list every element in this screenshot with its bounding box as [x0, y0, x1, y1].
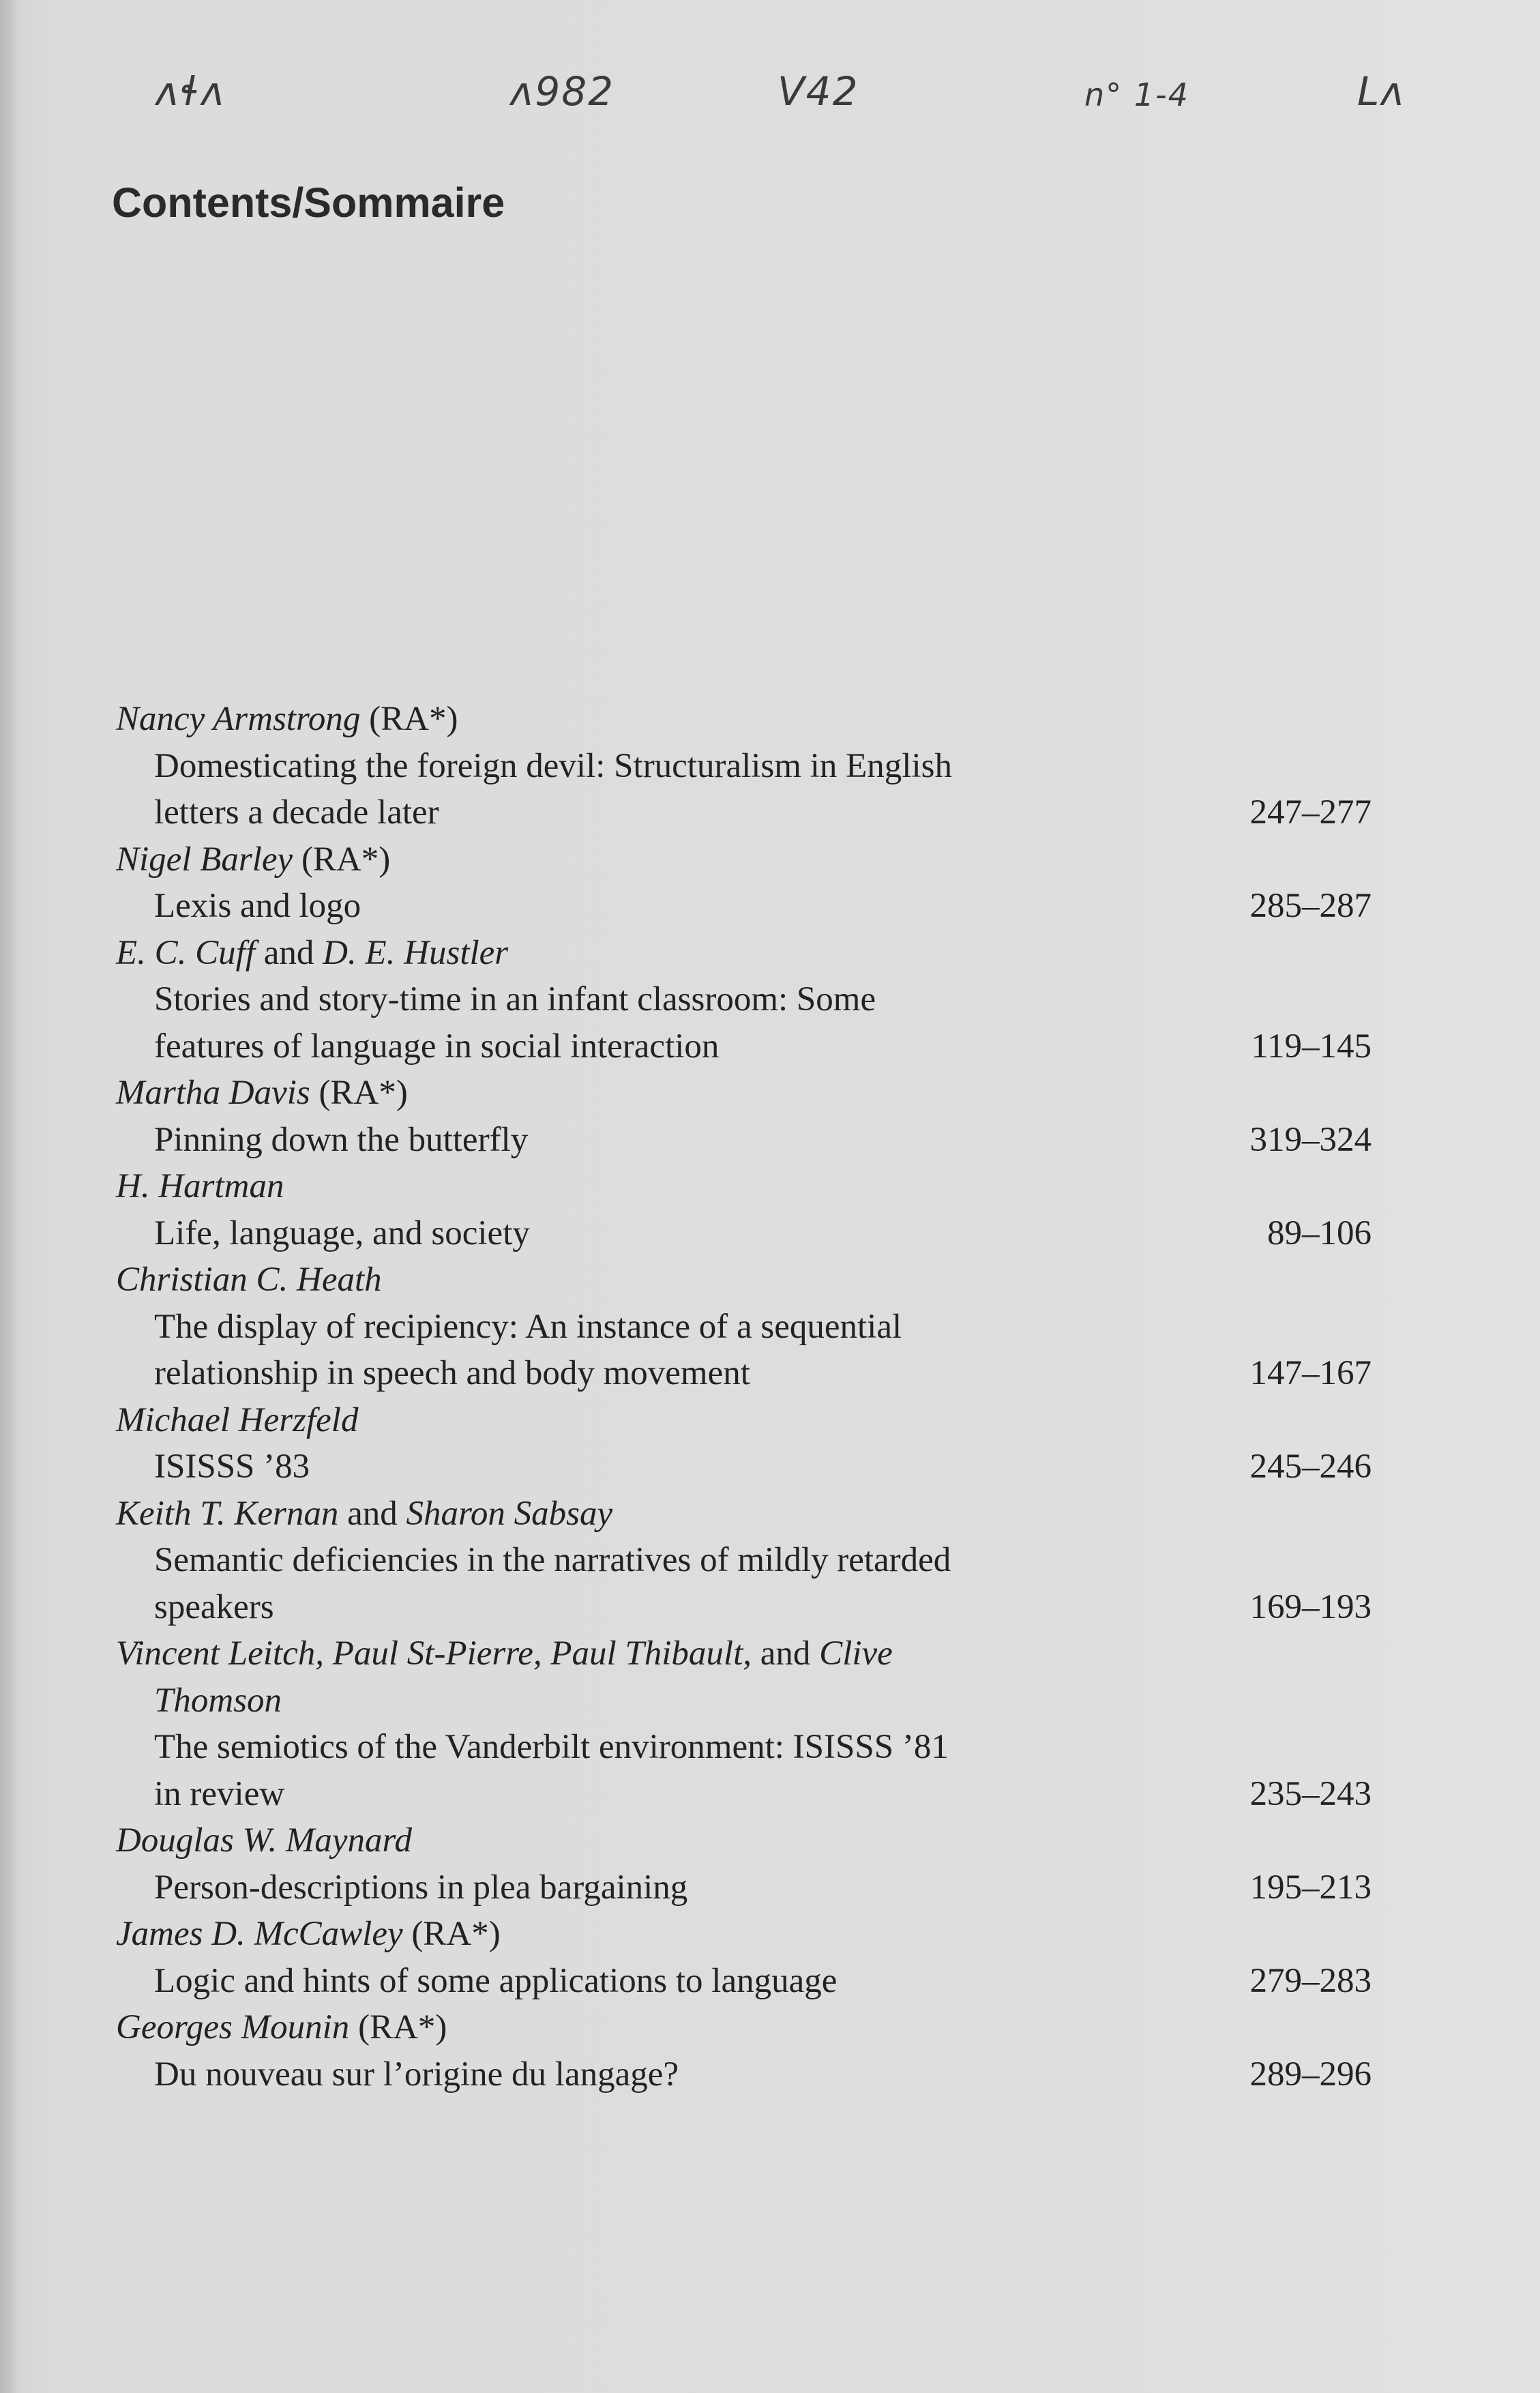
title-line: Du nouveau sur l’origine du langage?: [154, 2055, 679, 2094]
handwritten-note-1: ʌɬʌ: [156, 68, 226, 115]
author-name: D. E. Hustler: [323, 933, 509, 972]
page-range: 147–167: [1249, 1354, 1372, 1392]
handwritten-note-2: ʌ982: [510, 68, 615, 115]
handwritten-note-3: V42: [778, 68, 859, 115]
page-range: 319–324: [1249, 1120, 1372, 1159]
author-connector: (RA*): [293, 840, 391, 879]
entry-authors: [116, 1257, 1330, 1304]
title-line: speakers: [154, 1587, 274, 1626]
contents-list: [116, 696, 1372, 2098]
title-line: letters a decade later: [154, 793, 439, 832]
title-line: Pinning down the butterfly: [154, 1120, 529, 1159]
author-connector: (RA*): [310, 1074, 408, 1112]
contents-entry: [116, 1817, 1372, 1911]
page-title: Contents/Sommaire: [112, 179, 505, 226]
author-name: Georges Mounin: [116, 2008, 350, 2046]
author-name-continued: Thomson: [154, 1681, 282, 1720]
contents-entry: [116, 1257, 1372, 1397]
entry-title: [154, 1117, 1372, 1164]
author-connector: and: [255, 933, 323, 972]
author-name: Michael Herzfeld: [116, 1400, 359, 1439]
title-line: Lexis and logo: [154, 887, 361, 925]
entry-title: [154, 1304, 1372, 1397]
title-line: features of language in social interaction: [154, 1027, 720, 1066]
entry-authors: [116, 1070, 1330, 1117]
author-name: E. C. Cuff: [116, 933, 256, 972]
contents-entry: [116, 1397, 1372, 1491]
contents-entry: [116, 930, 1372, 1070]
title-line: Logic and hints of some applications to language: [154, 1961, 838, 2000]
entry-title: [154, 1443, 1372, 1491]
entry-title: [154, 1958, 1372, 2005]
title-line: The semiotics of the Vanderbilt environment: ISISSS ’81: [154, 1728, 949, 1766]
contents-entry: [116, 1070, 1372, 1163]
author-name: Sharon Sabsay: [406, 1494, 613, 1533]
entry-authors: [116, 836, 1330, 883]
contents-entry: [116, 1163, 1372, 1257]
title-line: relationship in speech and body movement: [154, 1354, 750, 1392]
page-range: 89–106: [1267, 1214, 1372, 1252]
title-line: Person-descriptions in plea bargaining: [154, 1868, 688, 1907]
entry-authors: [116, 2004, 1330, 2051]
entry-authors: [116, 1630, 1330, 1677]
entry-title: [154, 1864, 1372, 1911]
page-range: 285–287: [1249, 887, 1372, 925]
author-name: Keith T. Kernan: [116, 1494, 339, 1533]
author-name: James D. McCawley: [116, 1915, 403, 1953]
author-name: Clive: [819, 1634, 893, 1673]
title-line: in review: [154, 1774, 285, 1813]
handwritten-note-4: n° 1-4: [1084, 76, 1189, 113]
entry-title: [154, 883, 1372, 930]
entry-authors: [116, 930, 1330, 977]
title-line: ISISSS ’83: [154, 1448, 310, 1486]
entry-title: [154, 1210, 1372, 1257]
title-line: The display of recipiency: An instance of a sequential: [154, 1307, 902, 1346]
page-range: 289–296: [1249, 2055, 1372, 2094]
author-connector: (RA*): [360, 700, 458, 738]
entry-authors: [116, 1491, 1330, 1538]
page-range: 235–243: [1249, 1774, 1372, 1813]
author-name: Nigel Barley: [116, 840, 293, 879]
entry-title: [154, 743, 1372, 836]
page-range: 195–213: [1249, 1868, 1372, 1907]
author-name: H. Hartman: [116, 1167, 284, 1205]
entry-title: [154, 1537, 1372, 1630]
binding-shadow: [0, 0, 18, 2393]
entry-authors: [116, 1163, 1330, 1210]
contents-entry: [116, 836, 1372, 930]
entry-title: [154, 2051, 1372, 2098]
contents-entry: [116, 2004, 1372, 2098]
title-line: Life, language, and society: [154, 1214, 530, 1252]
author-name: Nancy Armstrong: [116, 700, 361, 738]
handwritten-note-5: Lʌ: [1357, 68, 1406, 115]
entry-authors: [116, 1817, 1330, 1864]
author-connector: and: [338, 1494, 406, 1533]
page-range: 279–283: [1249, 1961, 1372, 2000]
title-line: Stories and story-time in an infant classroom: Some: [154, 980, 876, 1018]
author-name: Christian C. Heath: [116, 1261, 382, 1299]
author-connector: and: [752, 1634, 820, 1673]
contents-entry: [116, 1630, 1372, 1817]
title-line: Semantic deficiencies in the narratives of mildly retarded: [154, 1541, 951, 1579]
page-range: 247–277: [1249, 793, 1372, 832]
entry-authors: [116, 1911, 1330, 1958]
contents-entry: [116, 1491, 1372, 1631]
contents-entry: [116, 696, 1372, 836]
author-name: Vincent Leitch, Paul St-Pierre, Paul Thibault,: [116, 1634, 752, 1673]
contents-entry: [116, 1911, 1372, 2004]
entry-authors: [116, 696, 1330, 743]
entry-authors: [116, 1397, 1330, 1444]
entry-title: [154, 1724, 1372, 1817]
entry-title: [154, 976, 1372, 1070]
author-connector: (RA*): [402, 1915, 501, 1953]
author-name: Martha Davis: [116, 1074, 310, 1112]
page-range: 169–193: [1249, 1587, 1372, 1626]
author-connector: (RA*): [349, 2008, 447, 2046]
page-range: 245–246: [1249, 1448, 1372, 1486]
page-range: 119–145: [1251, 1027, 1372, 1066]
title-line: Domesticating the foreign devil: Structuralism in English: [154, 746, 952, 785]
author-name: Douglas W. Maynard: [116, 1821, 412, 1860]
